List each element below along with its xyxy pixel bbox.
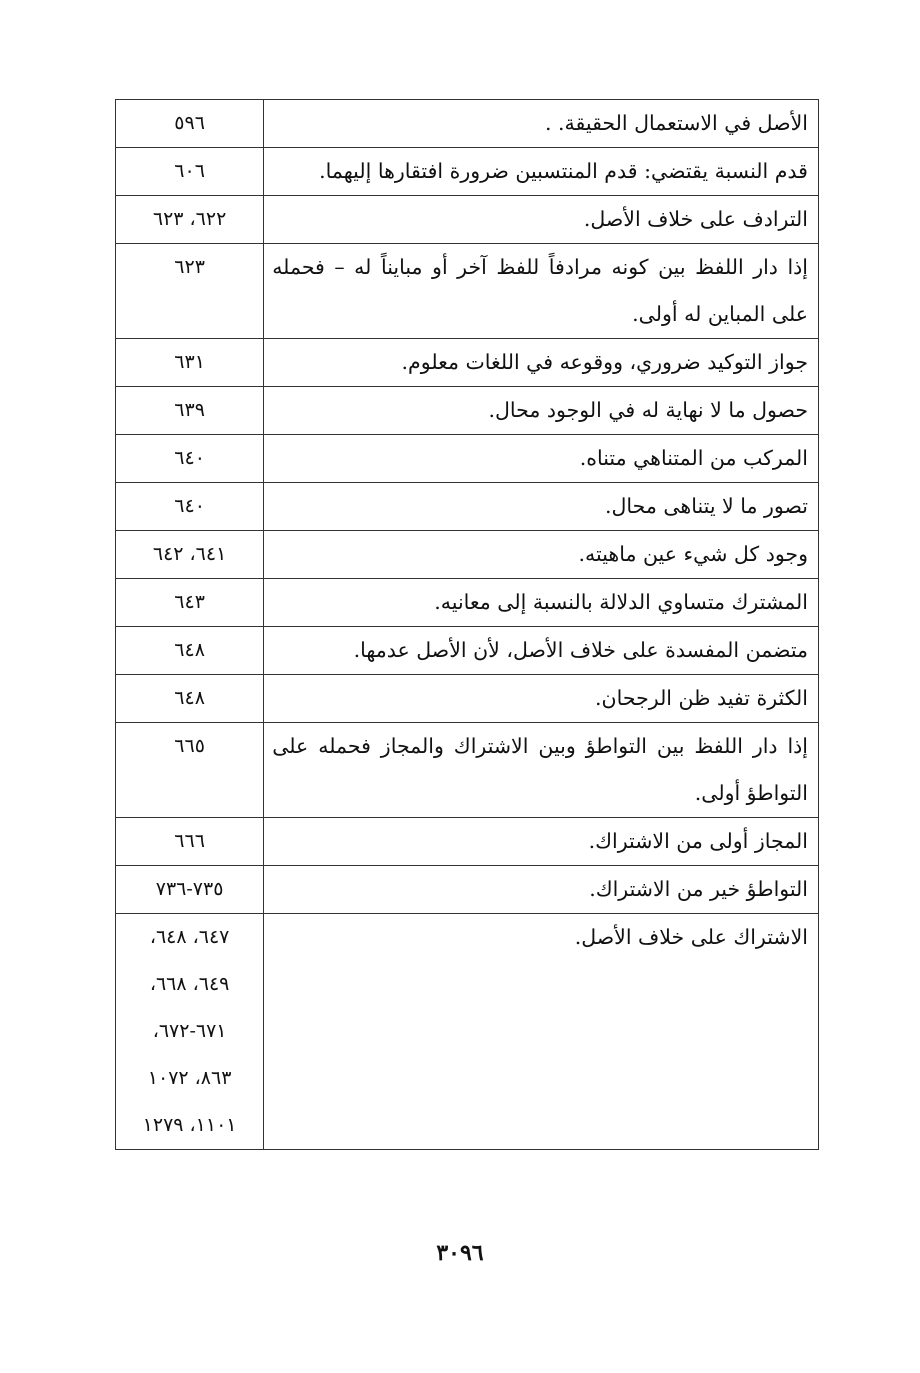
- table-row: [116, 483, 819, 531]
- page-reference-cell: [116, 435, 264, 483]
- page-reference: ٨٦٣، ١٠٧٢: [147, 1067, 232, 1089]
- rule-text: الترادف على خلاف الأصل.: [264, 196, 819, 244]
- table-row: [116, 148, 819, 196]
- rule-text: قدم النسبة يقتضي: قدم المنتسبين ضرورة افتقارها إليهما.: [264, 148, 819, 196]
- table-row: [116, 579, 819, 627]
- table-row: [116, 100, 819, 148]
- page-reference-cell: [116, 914, 264, 1150]
- rule-text: جواز التوكيد ضروري، ووقوعه في اللغات معلوم.: [264, 339, 819, 387]
- page-reference: ٦٦٦: [174, 830, 205, 852]
- rule-text: متضمن المفسدة على خلاف الأصل، لأن الأصل عدمها.: [264, 627, 819, 675]
- page-reference: ٦٤٣: [174, 591, 205, 613]
- page-reference: ٥٩٦: [174, 112, 205, 134]
- rules-index-table: [115, 99, 819, 1150]
- page-reference-cell: [116, 387, 264, 435]
- page-reference: ٦٣٩: [174, 399, 205, 421]
- page-reference: ٦٠٦: [174, 160, 205, 182]
- rule-text: وجود كل شيء عين ماهيته.: [264, 531, 819, 579]
- rule-text: إذا دار اللفظ بين كونه مرادفاً للفظ آخر أو مبايناً له – فحمله على المباين له أولى.: [264, 244, 819, 339]
- page-reference: ٦٤١، ٦٤٢: [152, 543, 227, 565]
- table-row: [116, 914, 819, 1150]
- rule-text: التواطؤ خير من الاشتراك.: [264, 866, 819, 914]
- rule-text: الاشتراك على خلاف الأصل.: [264, 914, 819, 1150]
- page-reference-cell: [116, 531, 264, 579]
- page-reference-cell: [116, 627, 264, 675]
- rule-text: المجاز أولى من الاشتراك.: [264, 818, 819, 866]
- rule-text: تصور ما لا يتناهى محال.: [264, 483, 819, 531]
- table-row: [116, 723, 819, 818]
- page-reference: ٦٤٧، ٦٤٨،: [149, 926, 230, 948]
- page-reference-cell: [116, 196, 264, 244]
- page-reference-cell: [116, 100, 264, 148]
- table-row: [116, 339, 819, 387]
- page-reference: ٦٣١: [174, 351, 205, 373]
- table-row: [116, 196, 819, 244]
- table-row: [116, 435, 819, 483]
- page-reference: ٦٦٥: [174, 735, 205, 757]
- rule-text: المركب من المتناهي متناه.: [264, 435, 819, 483]
- rule-text: الأصل في الاستعمال الحقيقة. .: [264, 100, 819, 148]
- page-reference: ٦٢٣: [174, 256, 205, 278]
- table-row: [116, 818, 819, 866]
- table-row: [116, 244, 819, 339]
- page-reference-cell: [116, 818, 264, 866]
- page-reference: ٦٤٨: [174, 639, 205, 661]
- page-reference: ٦٧١-٦٧٢،: [152, 1020, 227, 1042]
- page-reference-cell: [116, 339, 264, 387]
- table-row: [116, 866, 819, 914]
- page-reference: ٦٤٠: [174, 495, 205, 517]
- page-reference-cell: [116, 866, 264, 914]
- page-reference-cell: [116, 148, 264, 196]
- table-row: [116, 627, 819, 675]
- page-reference: ٦٤٨: [174, 687, 205, 709]
- table-row: [116, 675, 819, 723]
- page-reference: ٧٣٥-٧٣٦: [155, 878, 224, 900]
- page-reference: ١١٠١، ١٢٧٩: [142, 1114, 237, 1136]
- page-reference: ٦٤٠: [174, 447, 205, 469]
- rule-text: المشترك متساوي الدلالة بالنسبة إلى معانيه.: [264, 579, 819, 627]
- table-row: [116, 531, 819, 579]
- page-reference-cell: [116, 579, 264, 627]
- page-reference-cell: [116, 244, 264, 339]
- rules-index-body: [116, 100, 819, 1150]
- rule-text: الكثرة تفيد ظن الرجحان.: [264, 675, 819, 723]
- page-reference-cell: [116, 675, 264, 723]
- page-reference: ٦٢٢، ٦٢٣: [152, 208, 227, 230]
- page-reference-cell: [116, 483, 264, 531]
- page-reference: ٦٤٩، ٦٦٨،: [149, 973, 230, 995]
- table-row: [116, 387, 819, 435]
- page-reference-cell: [116, 723, 264, 818]
- rule-text: إذا دار اللفظ بين التواطؤ وبين الاشتراك والمجاز فحمله على التواطؤ أولى.: [264, 723, 819, 818]
- page-number: ٣٠٩٦: [436, 1240, 484, 1266]
- rule-text: حصول ما لا نهاية له في الوجود محال.: [264, 387, 819, 435]
